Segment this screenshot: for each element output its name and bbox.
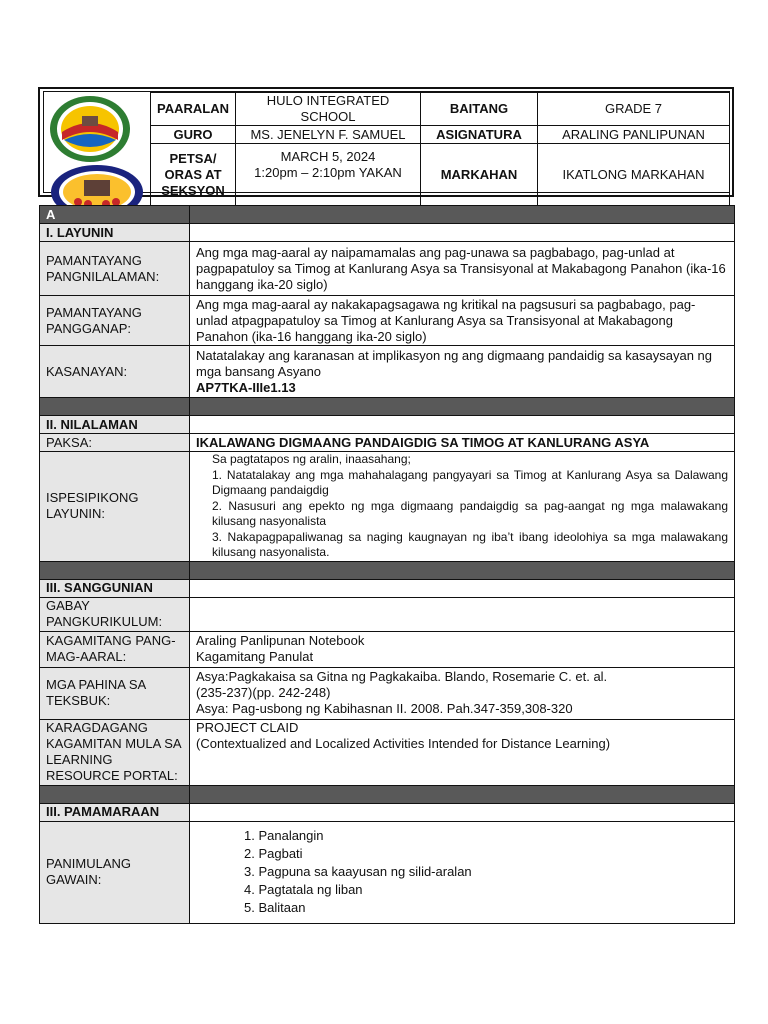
layunin-heading: I. LAYUNIN [40, 224, 190, 242]
karagdagang-label: KARAGDAGANG KAGAMITAN MULA SA LEARNING RESOURCE PORTAL: [40, 719, 190, 785]
layunin-empty [190, 224, 735, 242]
divider-3-right [190, 785, 735, 803]
petsa-value [236, 144, 421, 206]
petsa-label-line-3: SEKSYON [161, 182, 225, 198]
petsa-time: 1:20pm – 2:10pm YAKAN [254, 165, 402, 180]
kasanayan-code: AP7TKA-IIIe1.13 [196, 379, 296, 395]
pahina-cell [190, 667, 735, 719]
pahina-line-1: Asya:Pagkakaisa sa Gitna ng Pagkakaiba. Blando, Rosemarie C. et. al. [196, 669, 608, 684]
panimulang-item-1: 1. Panalangin [244, 828, 324, 843]
kagamitang-line-1: Araling Panlipunan Notebook [196, 633, 365, 648]
pamamaraan-heading: III. PAMAMARAAN [40, 803, 190, 821]
ispesipikong-item-3: 3. Nakapagpapaliwanag sa naging kaugnayan ng iba’t ibang ideolohiya sa mga malawakang kilusang nasyonalista. [212, 529, 728, 559]
top-section-bar [190, 206, 735, 224]
karagdagang-line-1: PROJECT CLAID [196, 719, 299, 735]
karagdagang-cell [190, 719, 735, 785]
divider-1-left [40, 398, 190, 416]
pamantayang-pagganap-label: PAMANTAYANG PANGGANAP: [40, 296, 190, 346]
divider-2-left [40, 561, 190, 579]
sanggunian-heading: III. SANGGUNIAN [40, 579, 190, 597]
sanggunian-empty [190, 579, 735, 597]
kasanayan-cell [190, 346, 735, 398]
ispesipikong-item-2: 2. Nasusuri ang epekto ng mga digmaang pandaigdig sa pag-aangat ng mga malawakang kilusang nasyonalista [212, 498, 728, 528]
school-logo [48, 94, 132, 164]
pamantayang-pagganap-text: Ang mga mag-aaral ay nakakapagsagawa ng kritikal na pagsusuri sa pagbabago, pag- unlad atpagpapatuloy sa Timog at Kanlurang Asya sa Transisyonal at Makabagong Panahon (ika-16 hanggang ika-20 siglo) [190, 296, 735, 346]
petsa-label-line-2: ORAS AT [164, 166, 222, 182]
panimulang-item-3: 3. Pagpuna sa kaayusan ng silid-aralan [244, 864, 472, 879]
kagamitang-label: KAGAMITANG PANG-MAG-AARAL: [40, 631, 190, 667]
top-section-label: A [40, 206, 190, 224]
lesson-plan-table [39, 205, 735, 924]
markahan-label: MARKAHAN [421, 144, 538, 206]
baitang-label: BAITANG [421, 93, 538, 126]
gabay-value [190, 597, 735, 631]
kagamitang-cell [190, 631, 735, 667]
pahina-line-3: Asya: Pag-usbong ng Kabihasnan II. 2008. Pah.347-359,308-320 [196, 701, 573, 716]
gabay-label: GABAY PANGKURIKULUM: [40, 597, 190, 631]
divider-3-left [40, 785, 190, 803]
guro-label: GURO [151, 126, 236, 144]
nilalaman-heading: II. NILALAMAN [40, 416, 190, 434]
pamantayang-pangnilalaman-label: PAMANTAYANG PANGNILALAMAN: [40, 242, 190, 296]
divider-2-right [190, 561, 735, 579]
divider-1-right [190, 398, 735, 416]
panimulang-gawain-cell [190, 821, 735, 923]
pamamaraan-empty [190, 803, 735, 821]
paaralan-value: HULO INTEGRATED SCHOOL [236, 93, 421, 126]
ispesipikong-layunin-label: ISPESIPIKONG LAYUNIN: [40, 452, 190, 562]
ispesipikong-intro: Sa pagtatapos ng aralin, inaasahang; [212, 452, 411, 466]
asignatura-label: ASIGNATURA [421, 126, 538, 144]
markahan-value: IKATLONG MARKAHAN [538, 144, 730, 206]
kasanayan-text: Natatalakay ang karanasan at implikasyon ng ang digmaang pandaidig sa kasaysayan ng mga bansang Asyano [196, 347, 713, 379]
pamantayang-pangnilalaman-text: Ang mga mag-aaral ay naipamamalas ang pag-unawa sa pagbabago, pag-unlad at pagpapatuloy sa Timog at Kanlurang Asya sa Transisyonal at Makabagong Panahon (ika-16 hanggang ika-20 siglo) [190, 242, 735, 296]
guro-value: MS. JENELYN F. SAMUEL [236, 126, 421, 144]
panimulang-list [196, 827, 728, 917]
paksa-text: IKALAWANG DIGMAANG PANDAIGDIG SA TIMOG AT KANLURANG ASYA [190, 434, 735, 452]
panimulang-item-4: 4. Pagtatala ng liban [244, 882, 363, 897]
pahina-label: MGA PAHINA SA TEKSBUK: [40, 667, 190, 719]
kagamitang-line-2: Kagamitang Panulat [196, 649, 314, 664]
petsa-label-line-1: PETSA/ [169, 150, 217, 166]
ispesipikong-layunin-cell [190, 452, 735, 562]
kasanayan-label: KASANAYAN: [40, 346, 190, 398]
asignatura-value: ARALING PANLIPUNAN [538, 126, 730, 144]
nilalaman-empty [190, 416, 735, 434]
pahina-line-2: (235-237)(pp. 242-248) [196, 685, 331, 700]
ispesipikong-item-1: 1. Natatalakay ang mga mahahalagang pangyayari sa Timog at Kanlurang Asya sa Dalawang Digmaang pandaigdig [212, 467, 728, 497]
karagdagang-line-2: (Contextualized and Localized Activities Intended for Distance Learning) [196, 735, 611, 751]
baitang-value: GRADE 7 [538, 93, 730, 126]
paksa-label: PAKSA: [40, 434, 190, 452]
panimulang-item-5: 5. Balitaan [244, 900, 306, 915]
petsa-label [151, 144, 236, 206]
panimulang-gawain-label: PANIMULANG GAWAIN: [40, 821, 190, 923]
panimulang-item-2: 2. Pagbati [244, 846, 303, 861]
paaralan-label: PAARALAN [151, 93, 236, 126]
header-info-table [150, 92, 730, 206]
petsa-date: MARCH 5, 2024 [280, 149, 376, 164]
